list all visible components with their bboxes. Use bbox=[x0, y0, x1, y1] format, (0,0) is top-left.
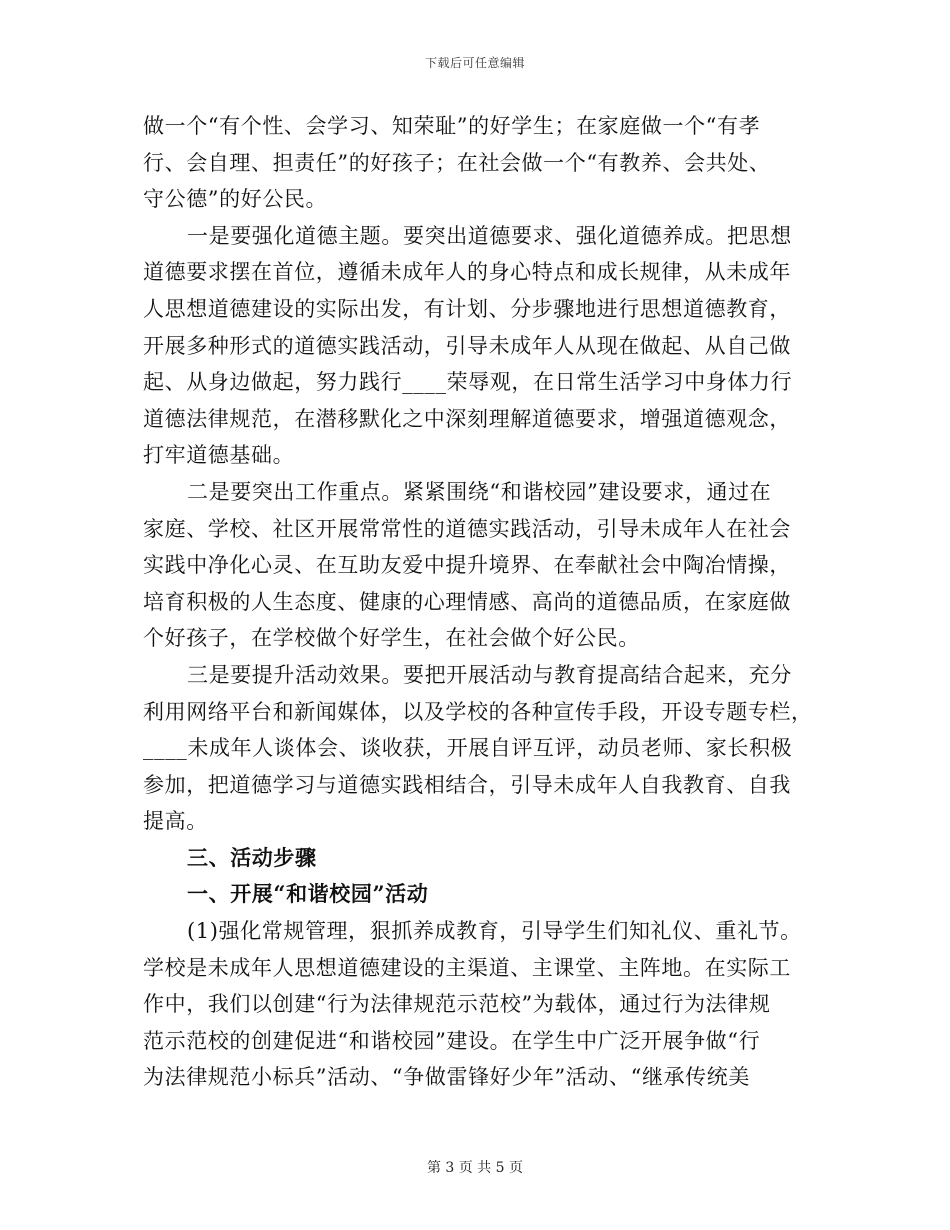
paragraph-line: 个好孩子，在学校做个好学生，在社会做个好公民。 bbox=[143, 626, 640, 651]
document-body bbox=[143, 108, 813, 1096]
page-header: 下载后可任意编辑 bbox=[424, 56, 525, 70]
paragraph-line: 道德要求摆在首位，遵循未成年人的身心特点和成长规律，从未成年 bbox=[143, 260, 791, 285]
page-number: 第 3 页 共 5 页 bbox=[426, 1160, 524, 1176]
paragraph-line: 做一个“有个性、会学习、知荣耻”的好学生；在家庭做一个“有孝 bbox=[143, 114, 761, 138]
paragraph-line: 起、从身边做起，努力践行____荣辱观，在日常生活学习中身体力行 bbox=[143, 370, 793, 395]
paragraph-line: 道德法律规范，在潜移默化之中深刻理解道德要求，增强道德观念， bbox=[143, 406, 791, 431]
paragraph-line: 开展多种形式的道德实践活动，引导未成年人从现在做起、从自己做 bbox=[143, 333, 791, 358]
paragraph-line: 培育积极的人生态度、健康的心理情感、高尚的道德品质，在家庭做 bbox=[143, 589, 791, 614]
paragraph-line: 家庭、学校、社区开展常常性的道德实践活动，引导未成年人在社会 bbox=[143, 516, 791, 541]
paragraph-line: 为法律规范小标兵”活动、“争做雷锋好少年”活动、“继承传统美 bbox=[143, 1065, 750, 1090]
paragraph-line: 守公德”的好公民。 bbox=[143, 187, 328, 212]
paragraph-line: 人思想道德建设的实际出发，有计划、分步骤地进行思想道德教育， bbox=[143, 296, 791, 321]
paragraph-line: 打牢道德基础。 bbox=[143, 443, 295, 468]
paragraph-line: (1)强化常规管理，狠抓养成教育，引导学生们知礼仪、重礼节。 bbox=[187, 919, 802, 944]
paragraph-line: ____未成年人谈体会、谈收获，开展自评互评，动员老师、家长积极 bbox=[143, 736, 793, 761]
paragraph-line: 提高。 bbox=[143, 809, 208, 834]
paragraph-line: 三是要提升活动效果。要把开展活动与教育提高结合起来，充分 bbox=[187, 662, 792, 687]
paragraph-line: 学校是未成年人思想道德建设的主渠道、主课堂、主阵地。在实际工 bbox=[143, 955, 791, 980]
paragraph-line: 范示范校的创建促进“和谐校园”建设。在学生中广泛开展争做“行 bbox=[143, 1028, 761, 1053]
paragraph-line: 行、会自理、担责任”的好孩子；在社会做一个“有教养、会共处、 bbox=[143, 150, 771, 175]
paragraph-line: 利用网络平台和新闻媒体，以及学校的各种宣传手段，开设专题专栏， bbox=[143, 699, 813, 724]
paragraph-line: 二是要突出工作重点。紧紧围绕“和谐校园”建设要求，通过在 bbox=[187, 479, 772, 504]
paragraph-line: 一是要强化道德主题。要突出道德要求、强化道德养成。把思想 bbox=[187, 223, 792, 248]
paragraph-line: 参加，把道德学习与道德实践相结合，引导未成年人自我教育、自我 bbox=[143, 772, 791, 797]
paragraph-line: 实践中净化心灵、在互助友爱中提升境界、在奉献社会中陶冶情操， bbox=[143, 553, 791, 578]
paragraph-line: 作中，我们以创建“行为法律规范示范校”为载体，通过行为法律规 bbox=[143, 992, 771, 1017]
section-heading: 三、活动步骤 bbox=[187, 844, 317, 870]
subsection-heading: 一、开展“和谐校园”活动 bbox=[187, 881, 429, 907]
